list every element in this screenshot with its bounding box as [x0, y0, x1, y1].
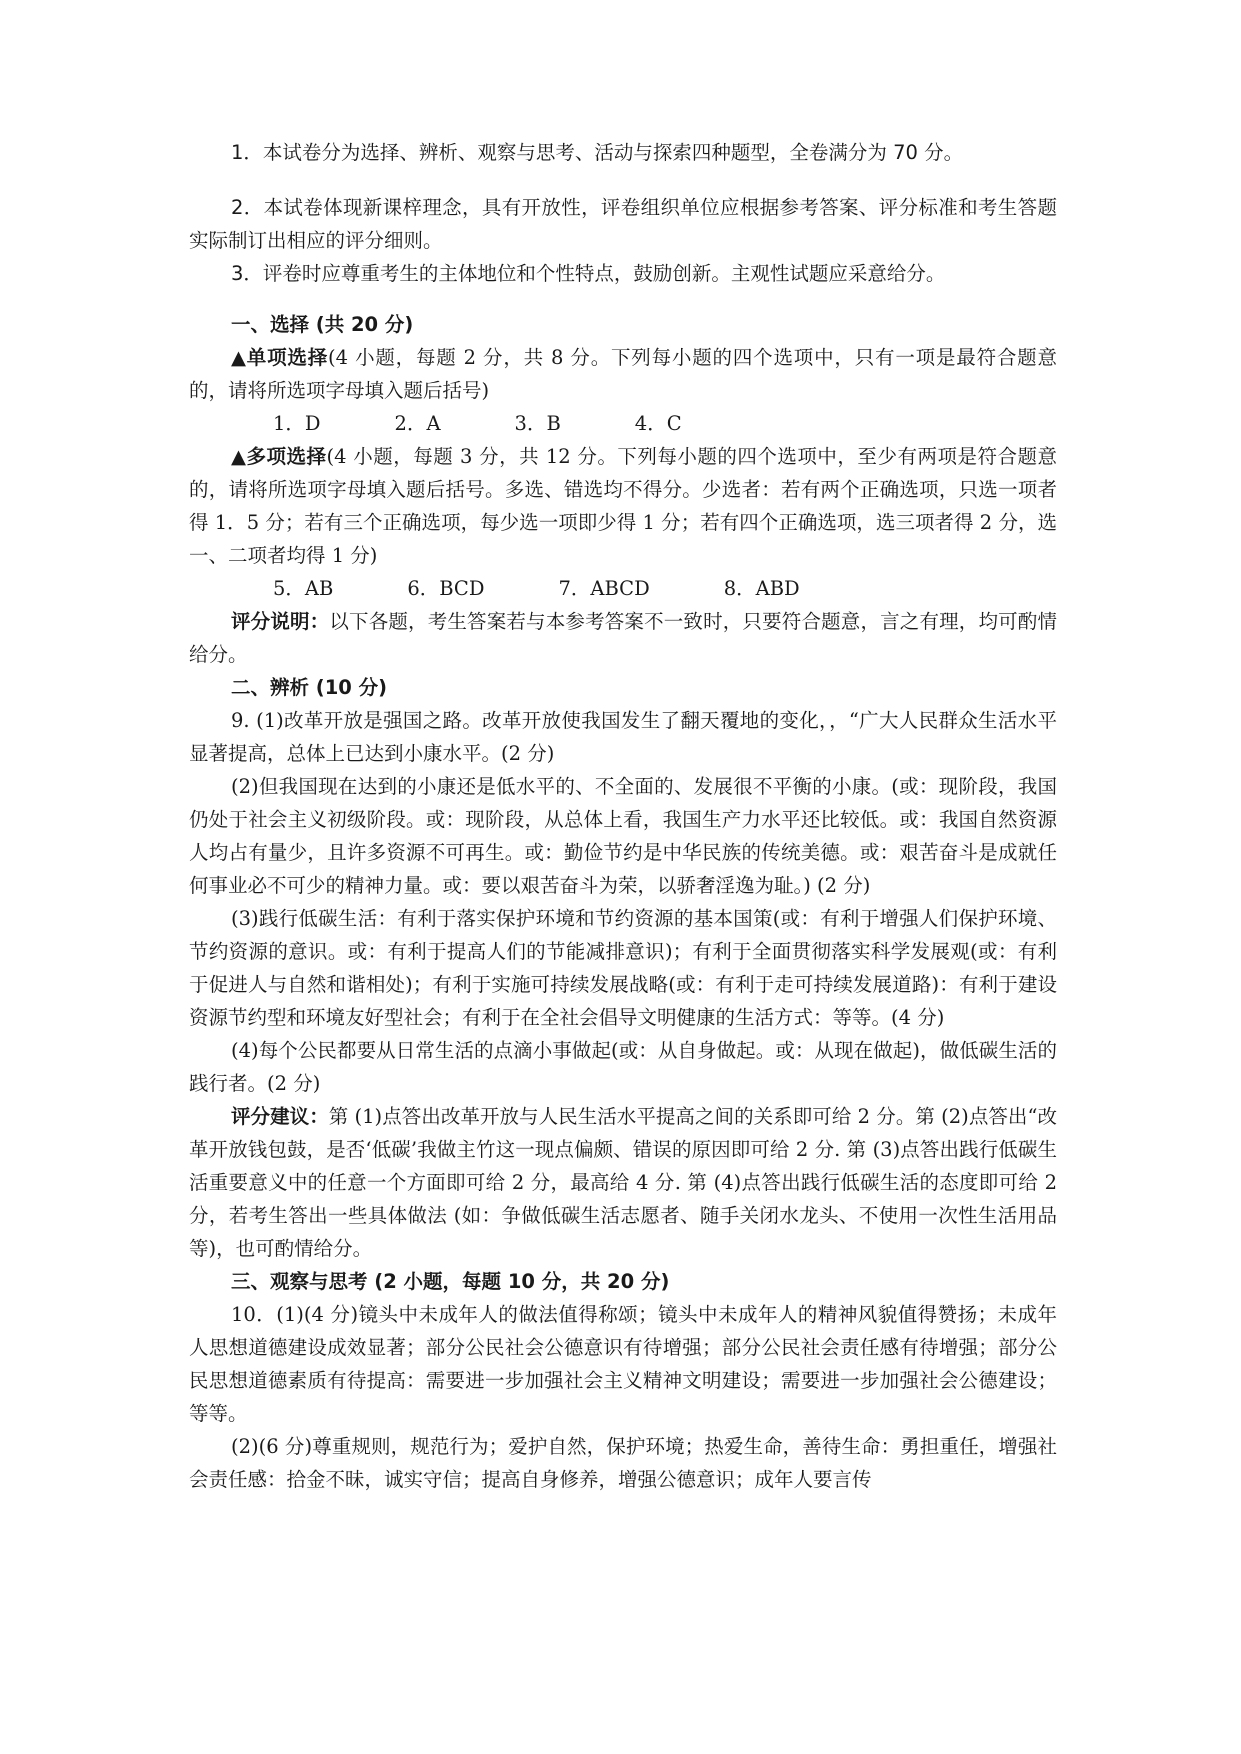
answer-paragraph: (2)但我国现在达到的小康还是低水平的、不全面的、发展很不平衡的小康。(或：现阶段，我国仍处于社会主义初级阶段。或：现阶段，从总体上看，我国生产力水平还比较低。或：我国自然资源人均占有量少，且许多资源不可再生。或：勤俭节约是中华民族的传统美德。或：艰苦奋斗是成就任何事业必不可少的精神力量。或：要以艰苦奋斗为荣，以骄奢淫逸为耻。) (2 分) — [189, 775, 1057, 897]
single-choice-label: ▲单项选择 — [231, 346, 329, 369]
multi-choice-answers — [189, 572, 1057, 605]
single-choice-desc: (4 小题，每题 2 分，共 8 分。下列每小题的四个选项中，只有一项是最符合题意的，请将所选项字母填入题后括号) — [189, 346, 1057, 402]
answer-2: 2．A — [394, 412, 441, 435]
scoring-advice — [189, 1100, 1057, 1265]
multi-choice-desc: (4 小题，每题 3 分，共 12 分。下列每小题的四个选项中，至少有两项是符合题意的，请将所选项字母填入题后括号。多选、错选均不得分。少选者：若有两个正确选项，只选一项者得 1．5 分；若有三个正确选项，每少选一项即少得 1 分；若有四个正确选项，选三项者得 2 分，选一、二项者均得 1 分) — [189, 445, 1057, 567]
section-choice — [189, 308, 1057, 1496]
scoring-advice-label: 评分建议： — [231, 1105, 329, 1128]
answer-paragraph: (3)践行低碳生活：有利于落实保护环境和节约资源的基本国策(或：有利于增强人们保护环境、节约资源的意识。或：有利于提高人们的节能减排意识)；有利于全面贯彻落实科学发展观(或：有利于促进人与自然和谐相处)；有利于实施可持续发展战略(或：有利于走可持续发展道路)：有利于建设资源节约型和环境友好型社会；有利于在全社会倡导文明健康的生活方式：等等。(4 分) — [189, 907, 1057, 1029]
note-2: 2．本试卷体现新课梓理念，具有开放性，评卷组织单位应根据参考答案、评分标准和考生答题实际制订出相应的评分细则。 — [189, 196, 1057, 252]
answer-paragraph: (2)(6 分)尊重规则，规范行为；爱护自然，保护环境；热爱生命，善待生命：勇担重任，增强社会责任感：拾金不昧，诚实守信；提高自身修养，增强公德意识；成年人要言传 — [189, 1435, 1057, 1491]
answer-1: 1．D — [273, 412, 321, 435]
section-heading: 一、选择 (共 20 分) — [231, 313, 414, 336]
scoring-advice-text: 第 (1)点答出改革开放与人民生活水平提高之间的关系即可给 2 分。第 (2)点答出“改革开放钱包鼓，是否‘低碳’我做主竹这一现点偏颇、错误的原因即可给 2 分. 第 (3)点答出践行低碳生活重要意义中的任意一个方面即可给 2 分，最高给 4 分. 第 (4)点答出践行低碳生活的态度即可给 2 分，若考生答出一些具体做法 (如：争做低碳生活志愿者、随手关闭水龙头、不使用一次性生活用品等)，也可酌情给分。 — [189, 1105, 1057, 1260]
multi-choice-intro — [189, 440, 1057, 572]
multi-choice-label: ▲多项选择 — [231, 445, 327, 468]
answer-paragraph: 10．(1)(4 分)镜头中未成年人的做法值得称颂；镜头中未成年人的精神风貌值得赞扬；未成年人思想道德建设成效显著；部分公民社会公德意识有待增强；部分公民社会责任感有待增强；部分公民思想道德素质有待提高：需要进一步加强社会主义精神文明建设；需要进一步加强社会公德建设；等等。 — [189, 1303, 1057, 1425]
note-1: 1．本试卷分为选择、辨析、观察与思考、活动与探索四种题型，全卷满分为 70 分。 — [231, 141, 964, 164]
scoring-note — [189, 605, 1057, 671]
answer-6: 6．BCD — [407, 577, 485, 600]
scoring-note-label: 评分说明： — [231, 610, 330, 633]
answer-7: 7．ABCD — [558, 577, 650, 600]
answer-4: 4．C — [634, 412, 682, 435]
scoring-note-text: 以下各题，考生答案若与本参考答案不一致时，只要符合题意，言之有理，均可酌情给分。 — [189, 610, 1057, 666]
answer-8: 8．ABD — [723, 577, 800, 600]
notes-block — [189, 136, 1057, 290]
answer-paragraph: 9. (1)改革开放是强国之路。改革开放使我国发生了翻天覆地的变化，，“广大人民群众生活水平显著提高，总体上已达到小康水平。(2 分) — [189, 709, 1057, 765]
answer-3: 3．B — [514, 412, 561, 435]
single-choice-answers — [189, 407, 1057, 440]
single-choice-intro — [189, 341, 1057, 407]
note-3: 3．评卷时应尊重考生的主体地位和个性特点，鼓励创新。主观性试题应采意给分。 — [231, 262, 946, 285]
section-heading: 二、辨析 (10 分) — [231, 676, 388, 699]
answer-5: 5．AB — [273, 577, 334, 600]
answer-paragraph: (4)每个公民都要从日常生活的点滴小事做起(或：从自身做起。或：从现在做起)，做低碳生活的践行者。(2 分) — [189, 1039, 1057, 1095]
section-heading: 三、观察与思考 (2 小题，每题 10 分，共 20 分) — [231, 1270, 670, 1293]
